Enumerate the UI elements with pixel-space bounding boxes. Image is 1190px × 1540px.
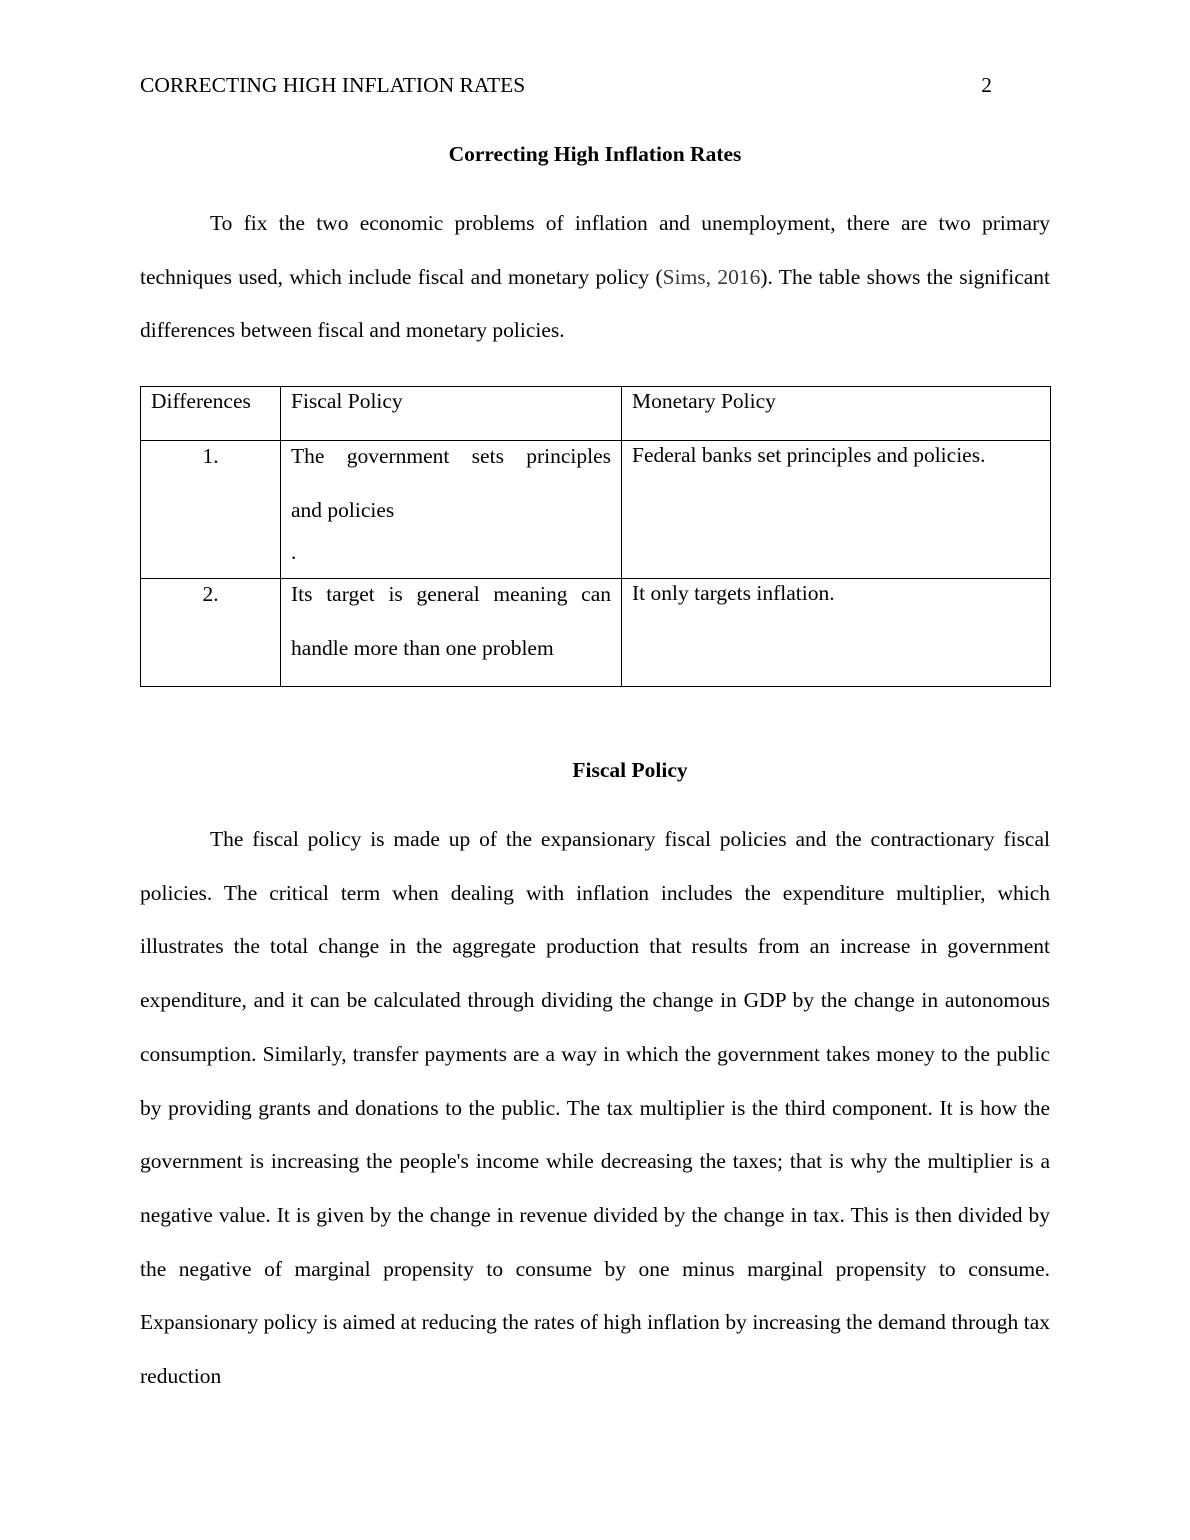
table-row [141, 579, 1051, 687]
header-cell-differences: Differences [141, 387, 281, 441]
fiscal-cell [281, 579, 622, 687]
monetary-cell: Federal banks set principles and policies. [622, 441, 1051, 579]
document-title: Correcting High Inflation Rates [448, 142, 742, 166]
fiscal-cell-line: The government sets principles [291, 444, 611, 468]
row-number-cell [141, 579, 281, 687]
row-number: 2. [202, 582, 219, 606]
section-paragraph-text: The fiscal policy is made up of the expansionary fiscal policies and the contractionary fiscal policies. The critical term when dealing with inflation includes the expenditure multiplier, which illustrates the total change in the aggregate production that results from an increase in government expenditure, and it can be calculated through dividing the change in GDP by the change in autonomous consumption. Similarly, transfer payments are a way in which the government takes money to the public by providing grants and donations to the public. The tax multiplier is the third component. It is how the government is increasing the people's income while decreasing the taxes; that is why the multiplier is a negative value. It is given by the change in revenue divided by the change in tax. This is then divided by the negative of marginal propensity to consume by one minus marginal propensity to consume. Expansionary policy is aimed at reducing the rates of high inflation by increasing the demand through tax reduction [140, 827, 1050, 1389]
intro-text-after-citation: ). The table shows the significant differences between fiscal and monetary policies. [140, 264, 1050, 343]
running-head [140, 70, 992, 100]
section-paragraph [140, 813, 1050, 1404]
fiscal-cell-text [291, 568, 611, 675]
section-heading: Fiscal Policy [572, 758, 688, 782]
running-head-title: CORRECTING HIGH INFLATION RATES [140, 73, 526, 97]
monetary-cell: It only targets inflation. [622, 579, 1051, 687]
page-number: 2 [981, 73, 992, 97]
row-number-cell [141, 441, 281, 579]
intro-text-before-citation: To fix the two economic problems of inflation and unemployment, there are two primary techniques used, which include fiscal and monetary policy ( [140, 211, 1050, 289]
fiscal-cell-line: . [291, 540, 297, 564]
fiscal-cell-line: Its target is general meaning can [291, 582, 611, 606]
table-row [141, 441, 1051, 579]
intro-citation: Sims, 2016 [662, 264, 761, 289]
header-cell-monetary-policy: Monetary Policy [622, 387, 1051, 441]
intro-paragraph [140, 197, 1050, 358]
fiscal-cell-text [291, 430, 611, 567]
fiscal-cell [281, 441, 622, 579]
fiscal-cell-line: handle more than one problem [291, 635, 554, 660]
header-cell-fiscal-policy: Fiscal Policy [281, 387, 622, 441]
row-number: 1. [202, 444, 219, 468]
fiscal-cell-line: and policies [291, 497, 395, 522]
differences-table [140, 386, 1051, 687]
